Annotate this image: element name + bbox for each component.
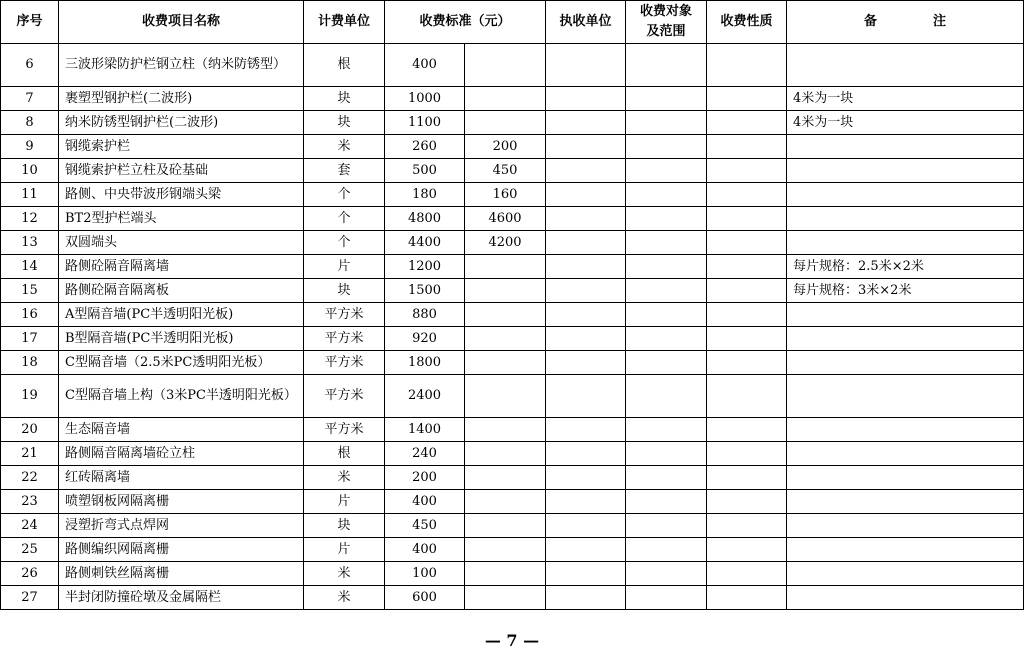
page-number: — 7 — xyxy=(484,631,540,650)
cell-collector xyxy=(546,562,626,586)
cell-unit: 平方米 xyxy=(304,375,385,418)
table-row xyxy=(1,303,1024,327)
cell-collector xyxy=(546,514,626,538)
cell-unit: 个 xyxy=(304,207,385,231)
cell-scope xyxy=(626,514,707,538)
cell-standard-2 xyxy=(465,303,546,327)
cell-remark xyxy=(787,351,1024,375)
cell-unit: 平方米 xyxy=(304,303,385,327)
cell-standard-1: 180 xyxy=(385,183,465,207)
cell-scope xyxy=(626,279,707,303)
cell-unit: 米 xyxy=(304,466,385,490)
cell-seq: 19 xyxy=(1,375,59,418)
cell-seq: 17 xyxy=(1,327,59,351)
cell-seq: 11 xyxy=(1,183,59,207)
cell-nature xyxy=(707,159,787,183)
cell-name: 路侧编织网隔离栅 xyxy=(59,538,304,562)
cell-unit: 片 xyxy=(304,538,385,562)
cell-scope xyxy=(626,538,707,562)
cell-standard-1: 4800 xyxy=(385,207,465,231)
cell-collector xyxy=(546,279,626,303)
cell-seq: 18 xyxy=(1,351,59,375)
cell-nature xyxy=(707,538,787,562)
header-name: 收费项目名称 xyxy=(59,1,304,44)
cell-standard-1: 1500 xyxy=(385,279,465,303)
cell-scope xyxy=(626,231,707,255)
table-row xyxy=(1,351,1024,375)
cell-collector xyxy=(546,135,626,159)
cell-remark xyxy=(787,207,1024,231)
cell-unit: 块 xyxy=(304,514,385,538)
cell-nature xyxy=(707,303,787,327)
table-row xyxy=(1,418,1024,442)
cell-remark xyxy=(787,562,1024,586)
cell-nature xyxy=(707,586,787,610)
cell-seq: 15 xyxy=(1,279,59,303)
table-row xyxy=(1,562,1024,586)
cell-scope xyxy=(626,159,707,183)
cell-seq: 9 xyxy=(1,135,59,159)
cell-nature xyxy=(707,327,787,351)
cell-scope xyxy=(626,327,707,351)
cell-standard-2 xyxy=(465,44,546,87)
cell-nature xyxy=(707,111,787,135)
cell-seq: 12 xyxy=(1,207,59,231)
cell-collector xyxy=(546,207,626,231)
cell-unit: 块 xyxy=(304,111,385,135)
cell-standard-2 xyxy=(465,490,546,514)
cell-remark xyxy=(787,303,1024,327)
cell-standard-2: 4600 xyxy=(465,207,546,231)
table-row xyxy=(1,159,1024,183)
cell-remark xyxy=(787,375,1024,418)
cell-standard-2 xyxy=(465,87,546,111)
table-row xyxy=(1,586,1024,610)
cell-collector xyxy=(546,183,626,207)
cell-standard-1: 1800 xyxy=(385,351,465,375)
cell-nature xyxy=(707,562,787,586)
cell-seq: 16 xyxy=(1,303,59,327)
cell-standard-1: 400 xyxy=(385,538,465,562)
cell-name: 生态隔音墙 xyxy=(59,418,304,442)
cell-unit: 个 xyxy=(304,231,385,255)
cell-name: 浸塑折弯式点焊网 xyxy=(59,514,304,538)
cell-remark xyxy=(787,44,1024,87)
cell-unit: 片 xyxy=(304,490,385,514)
cell-scope xyxy=(626,111,707,135)
cell-collector xyxy=(546,466,626,490)
header-row xyxy=(1,1,1024,44)
cell-unit: 根 xyxy=(304,44,385,87)
cell-standard-2 xyxy=(465,418,546,442)
cell-nature xyxy=(707,490,787,514)
cell-scope xyxy=(626,351,707,375)
cell-standard-2 xyxy=(465,514,546,538)
cell-unit: 套 xyxy=(304,159,385,183)
cell-nature xyxy=(707,44,787,87)
cell-collector xyxy=(546,375,626,418)
table-row xyxy=(1,327,1024,351)
cell-standard-2: 450 xyxy=(465,159,546,183)
cell-standard-1: 200 xyxy=(385,466,465,490)
cell-nature xyxy=(707,207,787,231)
cell-seq: 20 xyxy=(1,418,59,442)
cell-collector xyxy=(546,327,626,351)
cell-seq: 6 xyxy=(1,44,59,87)
table-row xyxy=(1,538,1024,562)
header-unit: 计费单位 xyxy=(304,1,385,44)
cell-scope xyxy=(626,562,707,586)
cell-standard-2 xyxy=(465,442,546,466)
header-remark xyxy=(787,1,1024,44)
cell-standard-1: 400 xyxy=(385,490,465,514)
cell-remark xyxy=(787,327,1024,351)
cell-nature xyxy=(707,514,787,538)
cell-standard-2 xyxy=(465,351,546,375)
cell-standard-2 xyxy=(465,586,546,610)
cell-standard-2 xyxy=(465,375,546,418)
cell-seq: 22 xyxy=(1,466,59,490)
cell-remark: 4米为一块 xyxy=(787,111,1024,135)
cell-seq: 25 xyxy=(1,538,59,562)
cell-name: 裹塑型钢护栏(二波形) xyxy=(59,87,304,111)
cell-remark xyxy=(787,183,1024,207)
cell-standard-2: 160 xyxy=(465,183,546,207)
cell-name: 双圆端头 xyxy=(59,231,304,255)
table-row xyxy=(1,183,1024,207)
cell-standard-1: 100 xyxy=(385,562,465,586)
cell-remark xyxy=(787,442,1024,466)
cell-collector xyxy=(546,303,626,327)
cell-collector xyxy=(546,586,626,610)
cell-collector xyxy=(546,418,626,442)
table-row xyxy=(1,111,1024,135)
cell-standard-2 xyxy=(465,466,546,490)
cell-remark xyxy=(787,231,1024,255)
cell-nature xyxy=(707,135,787,159)
cell-unit: 平方米 xyxy=(304,418,385,442)
cell-standard-1: 240 xyxy=(385,442,465,466)
cell-scope xyxy=(626,375,707,418)
table-row xyxy=(1,135,1024,159)
table-row xyxy=(1,207,1024,231)
cell-remark xyxy=(787,490,1024,514)
cell-standard-2 xyxy=(465,279,546,303)
cell-scope xyxy=(626,303,707,327)
cell-unit: 米 xyxy=(304,586,385,610)
table-row xyxy=(1,44,1024,87)
cell-name: 钢缆索护栏立柱及砼基础 xyxy=(59,159,304,183)
cell-standard-2 xyxy=(465,562,546,586)
cell-standard-1: 450 xyxy=(385,514,465,538)
cell-standard-1: 1400 xyxy=(385,418,465,442)
cell-collector xyxy=(546,442,626,466)
cell-collector xyxy=(546,111,626,135)
cell-remark xyxy=(787,586,1024,610)
cell-collector xyxy=(546,490,626,514)
table-row xyxy=(1,279,1024,303)
cell-scope xyxy=(626,44,707,87)
cell-standard-1: 880 xyxy=(385,303,465,327)
cell-unit: 块 xyxy=(304,87,385,111)
cell-remark: 4米为一块 xyxy=(787,87,1024,111)
cell-scope xyxy=(626,135,707,159)
cell-nature xyxy=(707,231,787,255)
cell-collector xyxy=(546,159,626,183)
table-row xyxy=(1,442,1024,466)
cell-nature xyxy=(707,466,787,490)
cell-standard-1: 500 xyxy=(385,159,465,183)
table-row xyxy=(1,231,1024,255)
header-seq: 序号 xyxy=(1,1,59,44)
cell-name: 路侧隔音隔离墙砼立柱 xyxy=(59,442,304,466)
cell-standard-2 xyxy=(465,111,546,135)
header-nature: 收费性质 xyxy=(707,1,787,44)
cell-remark xyxy=(787,418,1024,442)
cell-name: 路侧砼隔音隔离墙 xyxy=(59,255,304,279)
cell-standard-2: 4200 xyxy=(465,231,546,255)
cell-scope xyxy=(626,255,707,279)
cell-seq: 27 xyxy=(1,586,59,610)
cell-unit: 米 xyxy=(304,135,385,159)
cell-scope xyxy=(626,442,707,466)
cell-collector xyxy=(546,255,626,279)
cell-seq: 10 xyxy=(1,159,59,183)
cell-remark xyxy=(787,538,1024,562)
cell-remark: 每片规格：3米×2米 xyxy=(787,279,1024,303)
cell-name: A型隔音墙(PC半透明阳光板) xyxy=(59,303,304,327)
cell-seq: 13 xyxy=(1,231,59,255)
table-row xyxy=(1,375,1024,418)
cell-collector xyxy=(546,231,626,255)
cell-standard-2 xyxy=(465,327,546,351)
cell-standard-2 xyxy=(465,538,546,562)
cell-seq: 8 xyxy=(1,111,59,135)
cell-nature xyxy=(707,183,787,207)
cell-unit: 块 xyxy=(304,279,385,303)
cell-unit: 平方米 xyxy=(304,351,385,375)
cell-seq: 26 xyxy=(1,562,59,586)
cell-standard-1: 260 xyxy=(385,135,465,159)
cell-nature xyxy=(707,375,787,418)
header-scope: 收费对象及范围 xyxy=(626,1,707,44)
cell-unit: 片 xyxy=(304,255,385,279)
cell-unit: 米 xyxy=(304,562,385,586)
cell-standard-1: 4400 xyxy=(385,231,465,255)
cell-standard-1: 400 xyxy=(385,44,465,87)
cell-seq: 14 xyxy=(1,255,59,279)
cell-seq: 21 xyxy=(1,442,59,466)
cell-standard-2 xyxy=(465,255,546,279)
cell-nature xyxy=(707,255,787,279)
cell-name: B型隔音墙(PC半透明阳光板) xyxy=(59,327,304,351)
cell-scope xyxy=(626,87,707,111)
cell-scope xyxy=(626,586,707,610)
cell-standard-1: 2400 xyxy=(385,375,465,418)
cell-nature xyxy=(707,279,787,303)
cell-nature xyxy=(707,351,787,375)
cell-remark xyxy=(787,466,1024,490)
cell-collector xyxy=(546,538,626,562)
cell-collector xyxy=(546,44,626,87)
cell-remark: 每片规格：2.5米×2米 xyxy=(787,255,1024,279)
table-row xyxy=(1,466,1024,490)
cell-collector xyxy=(546,351,626,375)
cell-name: C型隔音墙上构（3米PC半透明阳光板） xyxy=(59,375,304,418)
cell-name: 路侧、中央带波形钢端头梁 xyxy=(59,183,304,207)
cell-scope xyxy=(626,207,707,231)
cell-seq: 24 xyxy=(1,514,59,538)
cell-name: 钢缆索护栏 xyxy=(59,135,304,159)
cell-name: C型隔音墙（2.5米PC透明阳光板） xyxy=(59,351,304,375)
cell-standard-2: 200 xyxy=(465,135,546,159)
header-collector: 执收单位 xyxy=(546,1,626,44)
cell-scope xyxy=(626,466,707,490)
cell-scope xyxy=(626,490,707,514)
cell-name: 纳米防锈型钢护栏(二波形) xyxy=(59,111,304,135)
cell-name: 半封闭防撞砼墩及金属隔栏 xyxy=(59,586,304,610)
cell-unit: 个 xyxy=(304,183,385,207)
cell-standard-1: 1000 xyxy=(385,87,465,111)
cell-nature xyxy=(707,442,787,466)
table-row xyxy=(1,87,1024,111)
table-row xyxy=(1,490,1024,514)
table-row xyxy=(1,514,1024,538)
cell-standard-1: 1100 xyxy=(385,111,465,135)
cell-nature xyxy=(707,418,787,442)
cell-standard-1: 1200 xyxy=(385,255,465,279)
cell-remark xyxy=(787,159,1024,183)
cell-nature xyxy=(707,87,787,111)
cell-unit: 根 xyxy=(304,442,385,466)
cell-remark xyxy=(787,135,1024,159)
cell-seq: 23 xyxy=(1,490,59,514)
cell-name: 红砖隔离墙 xyxy=(59,466,304,490)
header-standard: 收费标准（元） xyxy=(385,1,546,44)
cell-remark xyxy=(787,514,1024,538)
header-remark-left: 备 xyxy=(864,14,878,29)
cell-seq: 7 xyxy=(1,87,59,111)
cell-scope xyxy=(626,183,707,207)
cell-name: 路侧刺铁丝隔离栅 xyxy=(59,562,304,586)
cell-name: 三波形梁防护栏钢立柱（纳米防锈型） xyxy=(59,44,304,87)
header-remark-right: 注 xyxy=(933,14,947,29)
cell-standard-1: 920 xyxy=(385,327,465,351)
cell-collector xyxy=(546,87,626,111)
cell-name: 喷塑钢板网隔离栅 xyxy=(59,490,304,514)
table-row xyxy=(1,255,1024,279)
cell-scope xyxy=(626,418,707,442)
cell-unit: 平方米 xyxy=(304,327,385,351)
cell-standard-1: 600 xyxy=(385,586,465,610)
cell-name: BT2型护栏端头 xyxy=(59,207,304,231)
cell-name: 路侧砼隔音隔离板 xyxy=(59,279,304,303)
